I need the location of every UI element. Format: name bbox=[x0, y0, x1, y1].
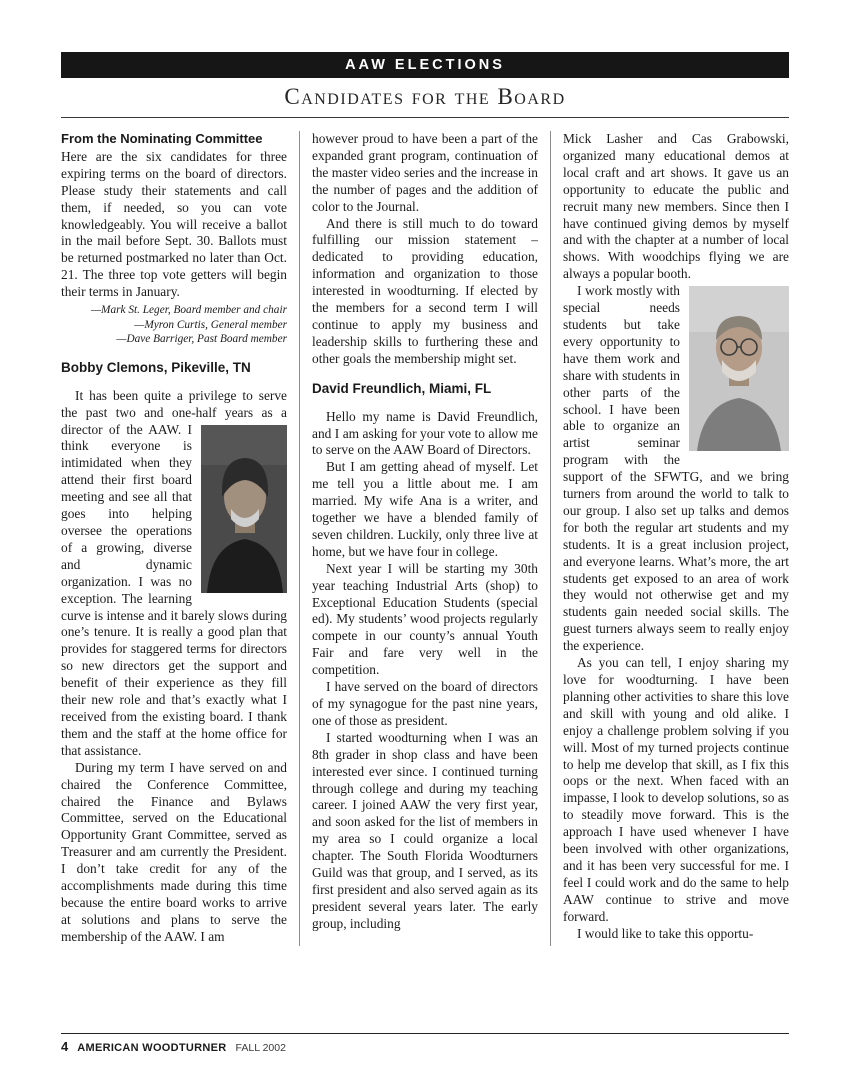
freundlich-paragraph-7 bbox=[563, 283, 789, 655]
magazine-name: AMERICAN WOODTURNER bbox=[77, 1042, 227, 1054]
section-banner bbox=[61, 52, 789, 78]
clemons-paragraph-1 bbox=[61, 388, 287, 760]
page-number: 4 bbox=[61, 1039, 69, 1054]
freundlich-paragraph-2: But I am getting ahead of myself. Let me tell you a little about me. I am married. My wife Ana is a writer, and together we have a blended family of seven children. Luckily, only three live at home, but we have four in college. bbox=[312, 459, 538, 559]
attribution-line: —Myron Curtis, General member bbox=[134, 318, 287, 331]
person-portrait-silhouette bbox=[689, 286, 789, 451]
freundlich-paragraph-7-text: I work mostly with special needs students but take every opportunity to have them work and share with students in other parts of the school. I have been able to organize an artist seminar program with the support of the SFWTG, and we bring turners from around the world to talk to our group. I also set up talks and demos for both the regular art students and my students. It is a great inclusion project, and everyone learns. What’s more, the art students get exposed to an area of work they would not otherwise get and my students gain needed social skills. The guest turners always seem to really enjoy the experience. bbox=[563, 283, 789, 654]
issue-label: FALL 2002 bbox=[235, 1042, 286, 1054]
section-banner-label: AAW ELECTIONS bbox=[345, 57, 505, 73]
column-1 bbox=[61, 131, 287, 946]
clemons-paragraph-1-lead: It has been quite a privilege to serve the past two and one-half years as a director of the AAW. I bbox=[61, 387, 287, 437]
nominating-committee-heading: From the Nominating Committee bbox=[61, 131, 263, 146]
column-divider bbox=[299, 131, 300, 946]
attribution-line: —Mark St. Leger, Board member and chair bbox=[90, 304, 287, 317]
page-title: Candidates for the Board bbox=[284, 84, 566, 109]
person-portrait-silhouette bbox=[201, 425, 287, 593]
article-columns bbox=[61, 131, 789, 946]
freundlich-paragraph-3: Next year I will be starting my 30th year teaching Industrial Arts (shop) to Exceptional Education Students (special ed). My students’ wood projects regularly compete in our county’s annual Youth Fair and fare very well in the competition. bbox=[312, 560, 538, 678]
attribution-list bbox=[61, 303, 287, 347]
freundlich-paragraph-4: I have served on the board of directors of my synagogue for the past nine years, one of those as president. bbox=[312, 679, 538, 728]
column-3 bbox=[563, 131, 789, 946]
david-freundlich-photo bbox=[689, 286, 789, 451]
column-divider bbox=[550, 131, 551, 946]
freundlich-paragraph-1: Hello my name is David Freundlich, and I am asking for your vote to allow me to serve on the AAW Board of Directors. bbox=[312, 408, 538, 458]
column-2 bbox=[312, 131, 538, 946]
candidate-heading-freundlich: David Freundlich, Miami, FL bbox=[312, 380, 492, 396]
clemons-paragraph-1-rest: think everyone is intimidated when they attend their first board meeting and see all that goes into helping oversee the operations of a growing, diverse and dynamic organization. I was no exception. The learning curve is intense and it barely slows during one’s tenure. It is really a good plan that provides for staggered terms for directors so new directors get the support and benefit of their experience as they fill their new role and that’s exactly what I received from the existing board. I thank them and the staff at the home office for that assistance. bbox=[61, 438, 287, 758]
nominating-intro-paragraph: Here are the six candidates for three expiring terms on the board of directors. Please study their statements and call them, if needed, so you can vote knowledgeably. You will receive a ballot in the mail before Sept. 30. Ballots must be returned postmarked no later than Oct. 21. The three top vote getters will begin their terms in January. bbox=[61, 148, 287, 300]
title-rule bbox=[61, 117, 789, 118]
attribution-line: —Dave Barriger, Past Board member bbox=[116, 333, 287, 346]
candidate-heading-clemons: Bobby Clemons, Pikeville, TN bbox=[61, 359, 251, 375]
freundlich-paragraph-9: I would like to take this opportu- bbox=[577, 925, 754, 941]
clemons-paragraph-3-continued: however proud to have been a part of the expanded grant program, continuation of the master video series and the increase in the number of pages and the addition of color to the Journal. bbox=[312, 131, 538, 214]
freundlich-paragraph-6-continued: Mick Lasher and Cas Grabowski, organized many educational demos at local craft and art shows. It gave us an opportunity to educate the public and recruit many new members. Since then I have continued giving demos by myself and with the chapter at a number of local shows. With woodchips flying we are always a popular booth. bbox=[563, 131, 789, 282]
freundlich-paragraph-8: As you can tell, I enjoy sharing my love for woodturning. I have been planning other activities to share this love and skill with young and old alike. I enjoy a challenge problem solving if you will. Most of my turned projects continue to help me develop that skill, as I fix this oops or the next. When faced with an impasse, I look to develop solutions, so as to steadily move forward. This is the approach I have used whenever I have been involved with other organizations, and it has been very successful for me. I feel I could work and do the same to help AAW continue to strive and move forward. bbox=[563, 655, 789, 924]
clemons-paragraph-2: During my term I have served on and chaired the Conference Committee, chaired the Finance and Bylaws Committee, served on the Educational Opportunity Grant Committee, served as Treasurer and am currently the President. I don’t take credit for any of the accomplishments made during this time because the entire board works to arrive at solutions and plans to serve the membership of the AAW. I am bbox=[61, 759, 287, 944]
freundlich-paragraph-5: I started woodturning when I was an 8th grader in shop class and have been interested ever since. I continued turning through college and during my teaching career. I joined AAW the very first year, and soon asked for the list of members in my area so I could organize a local chapter. The South Florida Woodturners Guild was that group, and I served, as its first president and also served again as its president several years later. The early group, including bbox=[312, 729, 538, 931]
bobby-clemons-photo bbox=[201, 425, 287, 593]
page-footer bbox=[61, 1033, 789, 1054]
clemons-paragraph-4: And there is still much to do toward fulfilling our mission statement – dedicated to providing education, information and organization to those interested in woodturning. If elected by the members for a second term I will continue to apply my business and leadership skills to furthering these and other goals the membership might set. bbox=[312, 215, 538, 366]
